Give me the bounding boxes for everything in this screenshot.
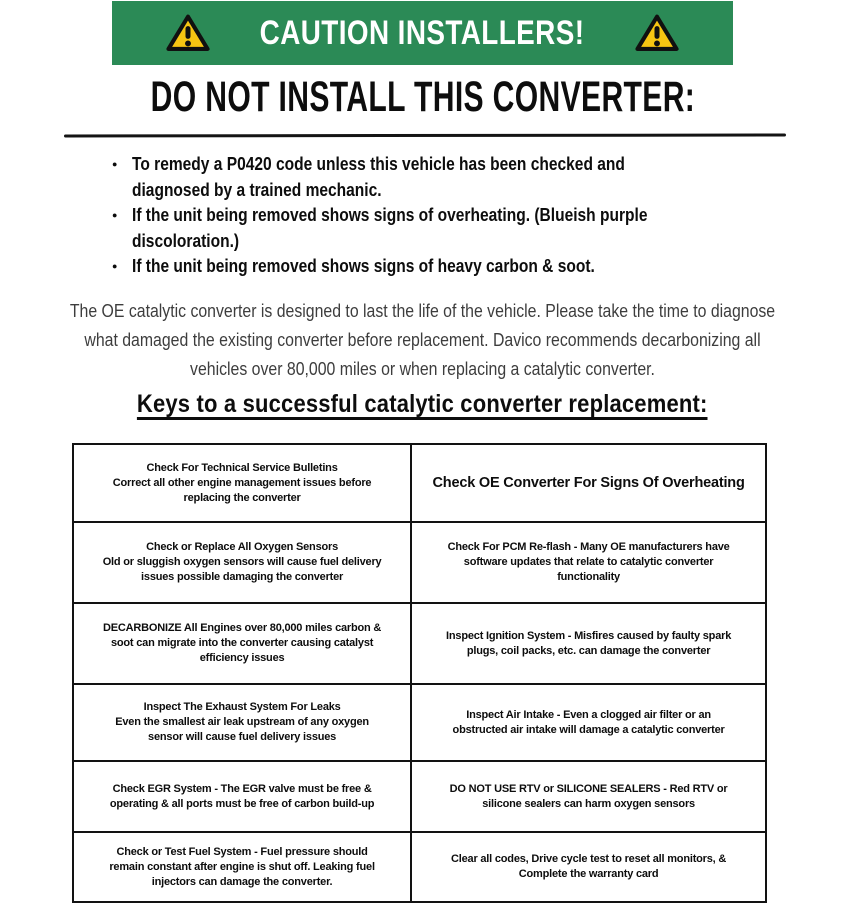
cell-line: sensor will cause fuel delivery issues: [148, 731, 337, 743]
table-cell-right: [411, 603, 766, 684]
table-row: [73, 761, 766, 832]
cell-line: Correct all other engine management issues before: [112, 476, 372, 489]
warning-list-item: [132, 151, 746, 202]
table-row: [73, 522, 766, 603]
keys-heading-text: Keys to a successful catalytic converter replacement:: [137, 390, 708, 418]
table-row: [73, 603, 766, 684]
cell-line: software updates that relate to catalytic converter: [463, 556, 714, 568]
warning-line: discoloration.): [132, 229, 240, 251]
table-cell-right: [411, 522, 766, 603]
cell-line: Old or sluggish oxygen sensors will cause fuel delivery: [102, 556, 382, 568]
cell-line: operating & all ports must be free of carbon build-up: [109, 797, 375, 810]
warning-list-item: [132, 253, 746, 279]
cell-line: remain constant after engine is shut off. Leaking fuel: [109, 860, 375, 873]
cell-line: Inspect The Exhaust System For Leaks: [143, 701, 341, 713]
cell-line: Check or Replace All Oxygen Sensors: [146, 541, 339, 553]
keys-heading: [0, 388, 845, 421]
cell-line: Even the smallest air leak upstream of any oxygen: [115, 716, 369, 728]
table-row: [73, 832, 766, 902]
table-cell-left: [73, 832, 411, 902]
caution-banner: [112, 1, 733, 65]
paragraph-line: what damaged the existing converter before replacement. Davico recommends decarbonizing all: [84, 330, 761, 350]
cell-line: injectors can damage the converter.: [151, 875, 333, 888]
cell-line: Complete the warranty card: [518, 868, 659, 880]
banner-title: CAUTION INSTALLERS!: [260, 13, 585, 52]
cell-line: DO NOT USE RTV or SILICONE SEALERS - Red RTV or: [449, 782, 728, 795]
table-cell-left: [73, 603, 411, 684]
oe-converter-paragraph: [0, 297, 845, 384]
table-cell-left: [73, 684, 411, 761]
cell-line: Check or Test Fuel System - Fuel pressure should: [116, 845, 368, 858]
keys-table: [72, 443, 767, 903]
warning-line: ● If the unit being removed shows signs of heavy carbon & soot.: [132, 255, 595, 276]
table-cell-right: [411, 684, 766, 761]
divider-line: [64, 133, 786, 137]
cell-line: Inspect Ignition System - Misfires caused by faulty spark: [446, 629, 732, 642]
cell-line: issues possible damaging the converter: [141, 571, 344, 583]
cell-line: Check For PCM Re-flash - Many OE manufacturers have: [447, 541, 730, 553]
table-cell-left: [73, 761, 411, 832]
table-cell-right: [411, 832, 766, 902]
paragraph-line: vehicles over 80,000 miles or when replacing a catalytic converter.: [190, 359, 655, 379]
cell-line: silicone sealers can harm oxygen sensors: [482, 797, 695, 810]
table-cell-right: [411, 761, 766, 832]
cell-line: plugs, coil packs, etc. can damage the converter: [466, 644, 711, 657]
table-row: [73, 684, 766, 761]
cell-line: Inspect Air Intake - Even a clogged air filter or an: [466, 708, 711, 721]
table-cell-left: [73, 444, 411, 522]
cell-line: functionality: [557, 571, 620, 583]
warning-line: ● To remedy a P0420 code unless this vehicle has been checked and: [132, 153, 625, 174]
warning-icon: [634, 13, 680, 53]
cell-line: DECARBONIZE All Engines over 80,000 miles carbon &: [103, 622, 382, 634]
warning-line: diagnosed by a trained mechanic.: [132, 178, 382, 200]
cell-line: Check For Technical Service Bulletins: [146, 461, 338, 474]
warning-list-item: [132, 202, 746, 253]
cell-line: obstructed air intake will damage a catalytic converter: [452, 723, 725, 736]
warning-icon: [165, 13, 211, 53]
paragraph-line: The OE catalytic converter is designed to last the life of the vehicle. Please take the time to diagnose: [69, 301, 776, 321]
do-not-install-heading-text: DO NOT INSTALL THIS CONVERTER:: [150, 73, 695, 121]
cell-line: replacing the converter: [183, 491, 301, 504]
cell-line: efficiency issues: [199, 652, 285, 664]
cell-line: Check OE Converter For Signs Of Overheating: [432, 474, 745, 491]
table-cell-right: [411, 444, 766, 522]
do-not-install-heading: [0, 73, 845, 121]
warning-list: [132, 151, 746, 279]
table-cell-left: [73, 522, 411, 603]
warning-line: ● If the unit being removed shows signs of overheating. (Blueish purple: [132, 204, 648, 225]
table-row: [73, 444, 766, 522]
cell-line: soot can migrate into the converter causing catalyst: [110, 637, 374, 649]
cell-line: Clear all codes, Drive cycle test to reset all monitors, &: [451, 853, 727, 865]
cell-line: Check EGR System - The EGR valve must be free &: [112, 782, 372, 795]
